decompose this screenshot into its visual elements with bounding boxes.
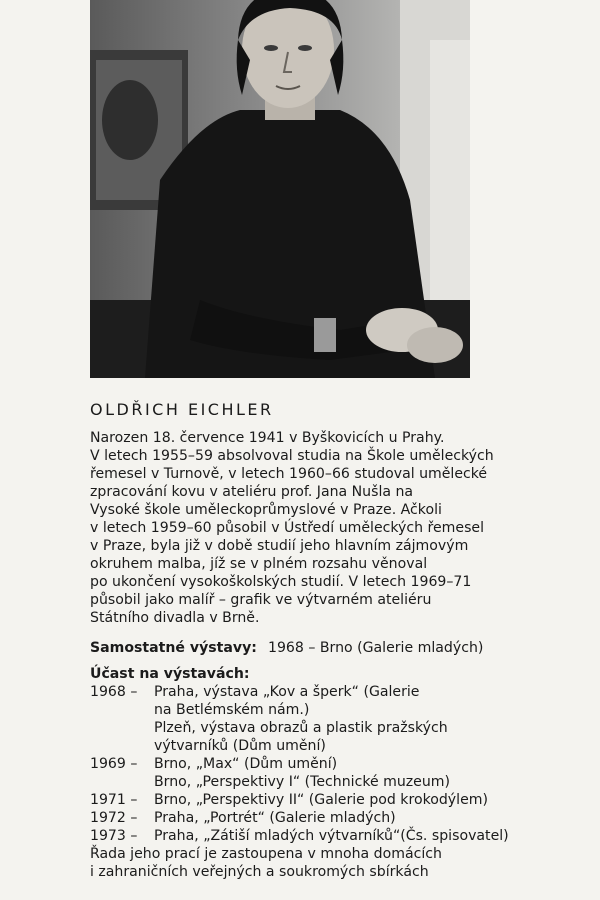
exhibition-year: 1968 –	[90, 684, 138, 700]
exhibition-text: Praha, výstava „Kov a šperk“ (Galerie	[154, 684, 420, 700]
bio-line: V letech 1955–59 absolvoval studia na Škole uměleckých	[90, 448, 494, 464]
exhibition-entry	[90, 683, 570, 701]
group-exhibitions-label: Účast na výstavách:	[90, 666, 250, 682]
biography-section	[90, 400, 570, 881]
bio-line: okruhem malba, jíž se v plném rozsahu věnoval	[90, 556, 428, 572]
exhibition-entry	[90, 827, 570, 845]
exhibition-year: 1969 –	[90, 756, 138, 772]
exhibition-text: Brno, „Max“ (Dům umění)	[154, 756, 338, 772]
exhibition-entry	[90, 755, 570, 773]
bio-line: působil jako malíř – grafik ve výtvarném ateliéru	[90, 592, 432, 608]
bio-line: Vysoké škole uměleckoprůmyslové v Praze. Ačkoli	[90, 502, 442, 518]
solo-exhibitions	[90, 639, 570, 657]
artist-name: OLDŘICH EICHLER	[90, 400, 274, 419]
solo-exhibitions-text: 1968 – Brno (Galerie mladých)	[268, 640, 484, 656]
exhibition-text: Plzeň, výstava obrazů a plastik pražských	[154, 720, 448, 736]
exhibition-entry	[90, 791, 570, 809]
exhibition-text: na Betlémském nám.)	[154, 702, 310, 718]
exhibition-entry	[90, 809, 570, 827]
bio-line: řemesel v Turnově, v letech 1960–66 studoval umělecké	[90, 466, 488, 482]
collections-line: Řada jeho prací je zastoupena v mnoha domácích	[90, 846, 442, 862]
exhibition-year: 1973 –	[90, 828, 138, 844]
bio-line: zpracování kovu v ateliéru prof. Jana Nušla na	[90, 484, 414, 500]
bio-line: v Praze, byla již v době studií jeho hlavním zájmovým	[90, 538, 469, 554]
bio-line: v letech 1959–60 působil v Ústředí uměleckých řemesel	[90, 520, 485, 536]
solo-exhibitions-label: Samostatné výstavy:	[90, 640, 257, 656]
exhibition-year: 1971 –	[90, 792, 138, 808]
exhibition-entry	[90, 701, 570, 719]
exhibition-text: Praha, „Zátiší mladých výtvarníků“(Čs. spisovatel)	[154, 828, 509, 844]
bio-line: po ukončení vysokoškolských studií. V letech 1969–71	[90, 574, 472, 590]
exhibition-text: Brno, „Perspektivy I“ (Technické muzeum)	[154, 774, 451, 790]
portrait-icon	[90, 0, 470, 378]
exhibition-year: 1972 –	[90, 810, 138, 826]
exhibition-text: výtvarníků (Dům umění)	[154, 738, 326, 754]
bio-line: Narozen 18. července 1941 v Byškovicích u Prahy.	[90, 430, 445, 446]
bio-paragraph	[90, 429, 570, 627]
bio-line: Státního divadla v Brně.	[90, 610, 260, 626]
collections-line: i zahraničních veřejných a soukromých sbírkách	[90, 864, 429, 880]
exhibition-entry	[90, 737, 570, 755]
exhibition-text: Brno, „Perspektivy II“ (Galerie pod krokodýlem)	[154, 792, 488, 808]
exhibition-entry	[90, 773, 570, 791]
portrait-photo	[90, 0, 470, 378]
exhibition-text: Praha, „Portrét“ (Galerie mladých)	[154, 810, 396, 826]
exhibition-entry	[90, 719, 570, 737]
